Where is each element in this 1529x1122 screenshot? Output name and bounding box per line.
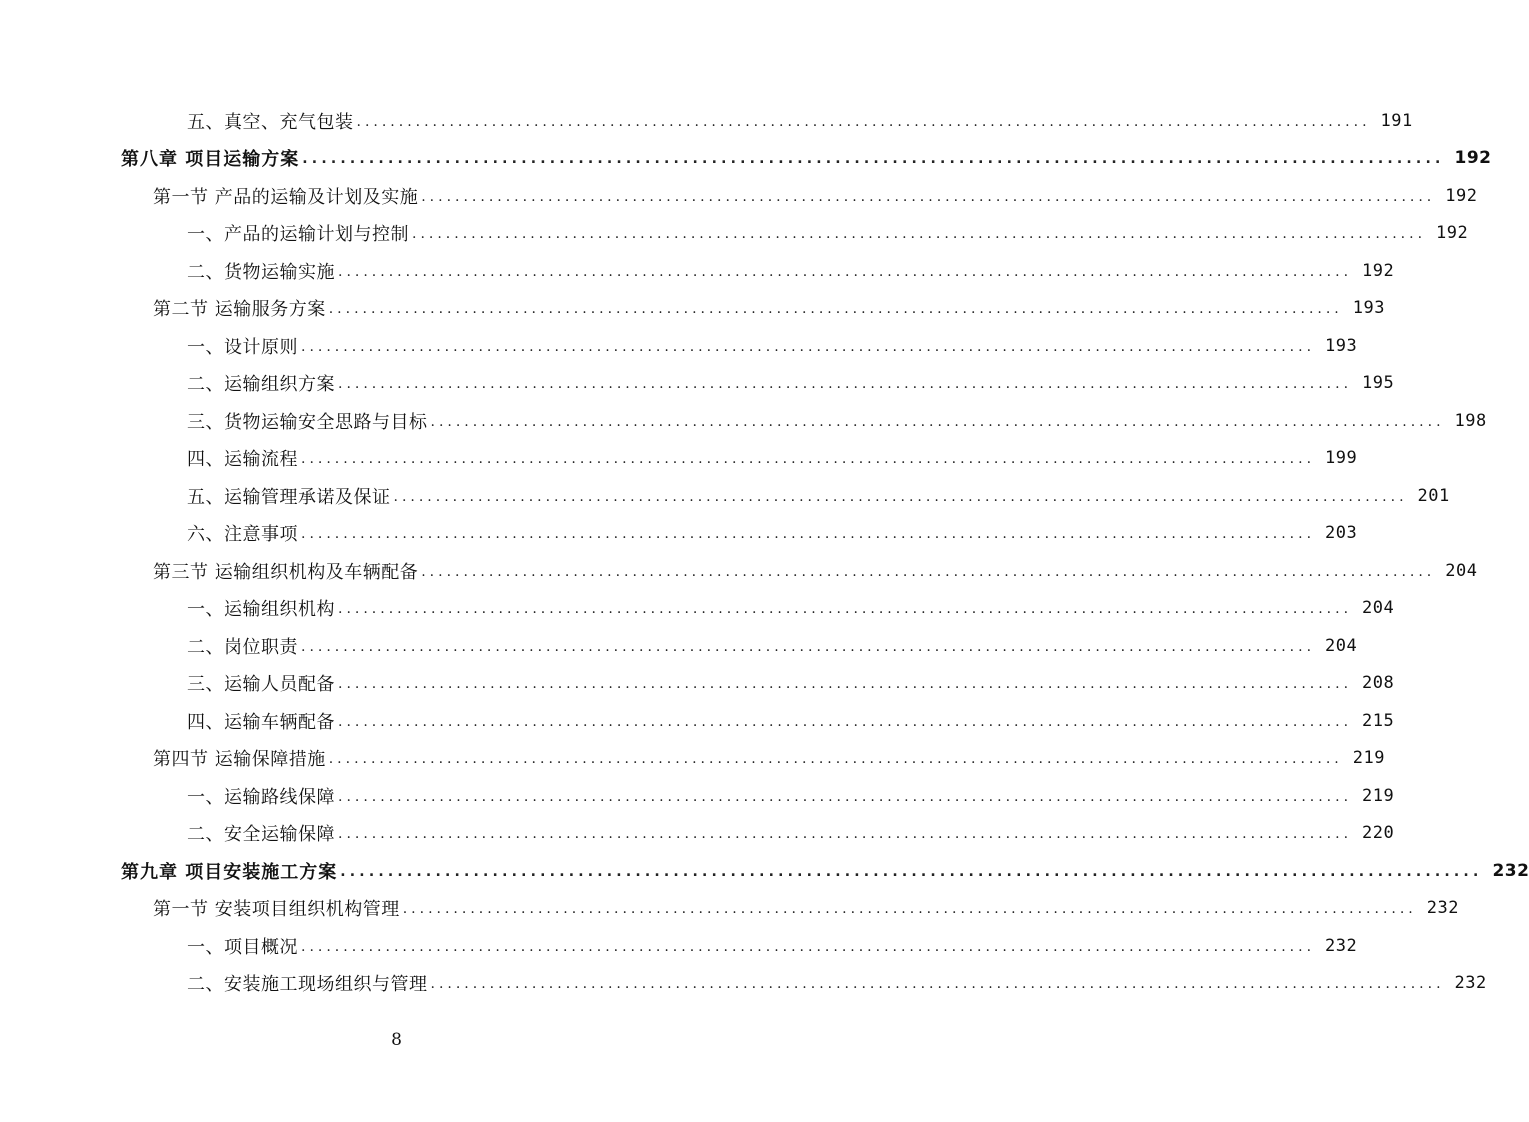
toc-leader-dots: ........................................................................................................................ [338,788,1353,805]
toc-leader-dots: ........................................................................................................................ [301,938,1316,955]
page-number: 8 [391,1030,402,1050]
toc-entry-page: 199 [1325,448,1358,469]
toc-entry-page: 192 [1454,148,1492,169]
toc-entry-title: 二、货物运输实施 [187,258,338,284]
toc-leader-dots: ........................................................................................................................ [328,751,1343,768]
toc-entry-title: 第八章 项目运输方案 [121,145,302,171]
toc-leader-dots: ........................................................................................................................ [301,638,1316,655]
toc-leader-dots: ........................................................................................................................ [430,413,1445,430]
toc-section-entry[interactable] [0,177,1478,215]
toc-section-entry[interactable] [0,290,1385,328]
toc-leader-dots: ........................................................................................................................ [356,113,1371,130]
toc-entry[interactable] [0,402,1487,440]
toc-entry-page: 204 [1362,598,1395,619]
toc-entry-page: 192 [1362,260,1395,281]
toc-entry[interactable] [0,965,1487,1003]
toc-leader-dots: ........................................................................................................................ [430,976,1445,993]
toc-leader-dots: ........................................................................................................................ [421,188,1436,205]
toc-entry-page: 204 [1325,635,1358,656]
toc-leader-dots: ........................................................................................................................ [338,826,1353,843]
toc-entry-title: 二、岗位职责 [187,633,301,659]
toc-entry[interactable] [0,365,1395,403]
toc-entry[interactable] [0,327,1358,365]
toc-leader-dots: ........................................................................................................................ [402,901,1417,918]
toc-entry-title: 一、运输路线保障 [187,783,338,809]
toc-leader-dots: ........................................................................................................................ [301,338,1316,355]
toc-entry[interactable] [0,102,1413,140]
toc-entry[interactable] [0,215,1469,253]
toc-entry-title: 三、货物运输安全思路与目标 [187,408,431,434]
toc-entry-page: 193 [1325,335,1358,356]
toc-entry-page: 195 [1362,373,1395,394]
toc-entry-title: 二、安装施工现场组织与管理 [187,970,431,996]
toc-entry-title: 一、设计原则 [187,333,301,359]
toc-entry-title: 第一节 安装项目组织机构管理 [153,895,403,921]
toc-entry-page: 203 [1325,523,1358,544]
toc-entry-title: 一、产品的运输计划与控制 [187,220,412,246]
toc-leader-dots: ........................................................................................................................ [302,151,1445,168]
toc-leader-dots: ........................................................................................................................ [301,451,1316,468]
toc-entry[interactable] [0,777,1395,815]
toc-entry-page: 192 [1436,223,1469,244]
toc-leader-dots: ........................................................................................................................ [393,488,1408,505]
toc-entry[interactable] [0,702,1395,740]
toc-leader-dots: ........................................................................................................................ [338,263,1353,280]
toc-entry-title: 第一节 产品的运输及计划及实施 [153,183,421,209]
toc-entry-page: 191 [1380,110,1413,131]
toc-entry-title: 第九章 项目安装施工方案 [121,858,340,884]
toc-entry-title: 五、真空、充气包装 [187,108,357,134]
toc-chapter-entry[interactable] [0,140,1492,178]
toc-entry-page: 215 [1362,710,1395,731]
toc-leader-dots: ........................................................................................................................ [412,226,1427,243]
toc-entry-title: 二、安全运输保障 [187,820,338,846]
toc-entry-title: 一、项目概况 [187,933,301,959]
toc-entry-page: 232 [1426,898,1459,919]
toc-entry-page: 232 [1325,935,1358,956]
toc-section-entry[interactable] [0,552,1478,590]
toc-entry-page: 198 [1454,410,1487,431]
toc-entry[interactable] [0,252,1395,290]
toc-entry[interactable] [0,515,1358,553]
toc-entry-page: 219 [1362,785,1395,806]
toc-entry-title: 六、注意事项 [187,520,301,546]
toc-section-entry[interactable] [0,890,1459,928]
toc-entry[interactable] [0,665,1395,703]
toc-entry-title: 一、运输组织机构 [187,595,338,621]
toc-entry[interactable] [0,590,1395,628]
toc-entry-title: 四、运输车辆配备 [187,708,338,734]
toc-entry-title: 三、运输人员配备 [187,670,338,696]
toc-leader-dots: ........................................................................................................................ [421,563,1436,580]
toc-entry-page: 201 [1417,485,1450,506]
toc-entry-page: 232 [1454,973,1487,994]
toc-entry-title: 五、运输管理承诺及保证 [187,483,394,509]
toc-entry-page: 219 [1352,748,1385,769]
toc-chapter-entry[interactable] [0,852,1529,890]
toc-leader-dots: ........................................................................................................................ [338,676,1353,693]
toc-entry[interactable] [0,927,1358,965]
toc-entry-page: 193 [1352,298,1385,319]
toc-entry-title: 第三节 运输组织机构及车辆配备 [153,558,421,584]
toc-entry-page: 232 [1492,860,1529,881]
toc-entry-title: 二、运输组织方案 [187,370,338,396]
toc-entry[interactable] [0,477,1450,515]
toc-entry[interactable] [0,815,1395,853]
toc-entry[interactable] [0,627,1358,665]
toc-leader-dots: ........................................................................................................................ [301,526,1316,543]
toc-leader-dots: ........................................................................................................................ [340,863,1483,880]
toc-entry[interactable] [0,440,1358,478]
table-of-contents [0,102,1529,1002]
toc-leader-dots: ........................................................................................................................ [338,601,1353,618]
toc-entry-page: 208 [1362,673,1395,694]
toc-entry-title: 第二节 运输服务方案 [153,295,329,321]
toc-leader-dots: ........................................................................................................................ [338,376,1353,393]
toc-entry-title: 第四节 运输保障措施 [153,745,329,771]
toc-entry-page: 192 [1445,185,1478,206]
toc-leader-dots: ........................................................................................................................ [328,301,1343,318]
toc-entry-title: 四、运输流程 [187,445,301,471]
toc-leader-dots: ........................................................................................................................ [338,713,1353,730]
toc-entry-page: 220 [1362,823,1395,844]
toc-entry-page: 204 [1445,560,1478,581]
toc-section-entry[interactable] [0,740,1385,778]
